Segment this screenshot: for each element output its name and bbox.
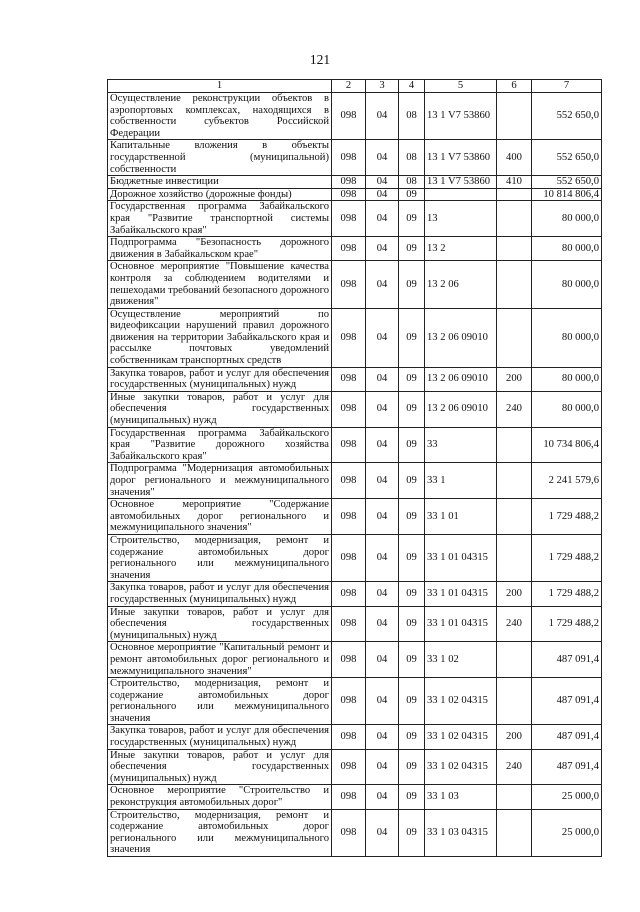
table-row — [108, 176, 602, 189]
code-section: 04 — [366, 809, 399, 856]
code-section: 04 — [366, 188, 399, 201]
row-name: Строительство, модернизация, ремонт и содержание автомобильных дорог регионального или межмуниципального значения — [108, 534, 332, 581]
table-row — [108, 463, 602, 499]
row-name: Осуществление реконструкции объектов в аэропортовых комплексах, находящихся в собственности субъектов Российской Федерации — [108, 93, 332, 140]
code-admin: 098 — [332, 534, 366, 581]
code-subsection: 09 — [399, 188, 425, 201]
code-admin: 098 — [332, 237, 366, 261]
code-section: 04 — [366, 463, 399, 499]
code-section: 04 — [366, 427, 399, 463]
row-name: Капитальные вложения в объекты государственной (муниципальной) собственности — [108, 140, 332, 176]
code-subsection: 09 — [399, 463, 425, 499]
header-row — [108, 80, 602, 93]
table-row — [108, 534, 602, 581]
amount: 80 000,0 — [532, 201, 602, 237]
row-name: Основное мероприятие "Содержание автомобильных дорог регионального и межмуниципального значения" — [108, 499, 332, 535]
code-section: 04 — [366, 749, 399, 785]
code-target: 33 1 02 04315 — [425, 725, 497, 749]
amount: 80 000,0 — [532, 391, 602, 427]
code-expense-type — [497, 261, 532, 308]
row-name: Основное мероприятие "Строительство и реконструкция автомобильных дорог" — [108, 785, 332, 809]
code-section: 04 — [366, 642, 399, 678]
code-target: 13 2 06 — [425, 261, 497, 308]
code-subsection: 09 — [399, 427, 425, 463]
code-expense-type — [497, 427, 532, 463]
code-section: 04 — [366, 176, 399, 189]
code-expense-type: 240 — [497, 749, 532, 785]
row-name: Иные закупки товаров, работ и услуг для обеспечения государственных (муниципальных) нужд — [108, 391, 332, 427]
code-admin: 098 — [332, 606, 366, 642]
code-expense-type — [497, 809, 532, 856]
code-target: 13 2 — [425, 237, 497, 261]
amount: 80 000,0 — [532, 237, 602, 261]
row-name: Иные закупки товаров, работ и услуг для обеспечения государственных (муниципальных) нужд — [108, 606, 332, 642]
amount: 80 000,0 — [532, 261, 602, 308]
code-expense-type — [497, 785, 532, 809]
amount: 1 729 488,2 — [532, 499, 602, 535]
row-name: Иные закупки товаров, работ и услуг для обеспечения государственных (муниципальных) нужд — [108, 749, 332, 785]
table-row — [108, 427, 602, 463]
code-admin: 098 — [332, 725, 366, 749]
code-section: 04 — [366, 308, 399, 367]
code-expense-type: 240 — [497, 606, 532, 642]
amount: 552 650,0 — [532, 93, 602, 140]
table-row — [108, 725, 602, 749]
code-subsection: 09 — [399, 642, 425, 678]
table-row — [108, 785, 602, 809]
table-row — [108, 201, 602, 237]
code-target: 33 1 01 04315 — [425, 582, 497, 606]
code-section: 04 — [366, 140, 399, 176]
amount: 552 650,0 — [532, 176, 602, 189]
table-row — [108, 749, 602, 785]
code-section: 04 — [366, 237, 399, 261]
code-target: 33 1 03 — [425, 785, 497, 809]
code-admin: 098 — [332, 201, 366, 237]
code-admin: 098 — [332, 391, 366, 427]
row-name: Закупка товаров, работ и услуг для обеспечения государственных (муниципальных) нужд — [108, 725, 332, 749]
code-target: 33 1 02 04315 — [425, 749, 497, 785]
amount: 10 814 806,4 — [532, 188, 602, 201]
code-admin: 098 — [332, 261, 366, 308]
code-subsection: 09 — [399, 606, 425, 642]
row-name: Осуществление мероприятий по видеофиксации нарушений правил дорожного движения на территории Забайкальского края и рассылке почтовых уведомлений собственникам транспортных средств — [108, 308, 332, 367]
amount: 487 091,4 — [532, 642, 602, 678]
code-subsection: 09 — [399, 367, 425, 391]
code-target — [425, 188, 497, 201]
code-subsection: 08 — [399, 140, 425, 176]
row-name: Закупка товаров, работ и услуг для обеспечения государственных (муниципальных) нужд — [108, 582, 332, 606]
code-subsection: 09 — [399, 725, 425, 749]
code-expense-type — [497, 499, 532, 535]
code-admin: 098 — [332, 140, 366, 176]
row-name: Государственная программа Забайкальского края "Развитие транспортной системы Забайкальского края" — [108, 201, 332, 237]
code-subsection: 09 — [399, 809, 425, 856]
code-subsection: 09 — [399, 534, 425, 581]
table-row — [108, 93, 602, 140]
code-target: 33 1 — [425, 463, 497, 499]
code-admin: 098 — [332, 785, 366, 809]
code-section: 04 — [366, 201, 399, 237]
code-admin: 098 — [332, 367, 366, 391]
code-expense-type — [497, 93, 532, 140]
code-expense-type — [497, 678, 532, 725]
row-name: Государственная программа Забайкальского края "Развитие дорожного хозяйства Забайкальского края" — [108, 427, 332, 463]
code-expense-type — [497, 237, 532, 261]
code-admin: 098 — [332, 427, 366, 463]
code-subsection: 09 — [399, 391, 425, 427]
code-admin: 098 — [332, 678, 366, 725]
code-subsection: 09 — [399, 785, 425, 809]
table-row — [108, 367, 602, 391]
code-target: 33 1 01 04315 — [425, 534, 497, 581]
col-header: 7 — [532, 80, 602, 93]
code-expense-type — [497, 201, 532, 237]
amount: 25 000,0 — [532, 785, 602, 809]
code-subsection: 09 — [399, 749, 425, 785]
col-header: 2 — [332, 80, 366, 93]
table-row — [108, 582, 602, 606]
code-section: 04 — [366, 725, 399, 749]
code-expense-type: 200 — [497, 725, 532, 749]
code-target: 13 2 06 09010 — [425, 308, 497, 367]
code-expense-type: 200 — [497, 367, 532, 391]
code-subsection: 08 — [399, 176, 425, 189]
code-admin: 098 — [332, 176, 366, 189]
code-section: 04 — [366, 93, 399, 140]
row-name: Основное мероприятие "Повышение качества контроля за соблюдением водителями и пешеходами требований безопасного дорожного движения" — [108, 261, 332, 308]
code-expense-type — [497, 463, 532, 499]
code-target: 13 1 V7 53860 — [425, 140, 497, 176]
code-subsection: 09 — [399, 678, 425, 725]
code-section: 04 — [366, 785, 399, 809]
amount: 2 241 579,6 — [532, 463, 602, 499]
row-name: Подпрограмма "Безопасность дорожного движения в Забайкальском крае" — [108, 237, 332, 261]
table-body — [108, 93, 602, 857]
col-header: 1 — [108, 80, 332, 93]
code-target: 13 1 V7 53860 — [425, 93, 497, 140]
amount: 487 091,4 — [532, 749, 602, 785]
table-row — [108, 140, 602, 176]
code-target: 33 1 02 04315 — [425, 678, 497, 725]
code-subsection: 09 — [399, 237, 425, 261]
code-admin: 098 — [332, 749, 366, 785]
code-admin: 098 — [332, 308, 366, 367]
code-expense-type — [497, 308, 532, 367]
code-admin: 098 — [332, 463, 366, 499]
code-admin: 098 — [332, 188, 366, 201]
code-subsection: 09 — [399, 261, 425, 308]
code-section: 04 — [366, 367, 399, 391]
code-section: 04 — [366, 534, 399, 581]
code-section: 04 — [366, 391, 399, 427]
table-row — [108, 809, 602, 856]
amount: 487 091,4 — [532, 725, 602, 749]
code-expense-type: 400 — [497, 140, 532, 176]
amount: 1 729 488,2 — [532, 534, 602, 581]
col-header: 3 — [366, 80, 399, 93]
table-row — [108, 261, 602, 308]
code-expense-type — [497, 642, 532, 678]
code-admin: 098 — [332, 642, 366, 678]
table-row — [108, 499, 602, 535]
row-name: Закупка товаров, работ и услуг для обеспечения государственных (муниципальных) нужд — [108, 367, 332, 391]
code-expense-type: 240 — [497, 391, 532, 427]
code-target: 13 2 06 09010 — [425, 367, 497, 391]
row-name: Бюджетные инвестиции — [108, 176, 332, 189]
code-section: 04 — [366, 582, 399, 606]
table-row — [108, 188, 602, 201]
table-row — [108, 308, 602, 367]
row-name: Строительство, модернизация, ремонт и содержание автомобильных дорог регионального или межмуниципального значения — [108, 809, 332, 856]
row-name: Основное мероприятие "Капитальный ремонт и ремонт автомобильных дорог регионального и межмуниципального значения" — [108, 642, 332, 678]
code-target: 33 1 02 — [425, 642, 497, 678]
code-target: 33 1 01 — [425, 499, 497, 535]
code-section: 04 — [366, 261, 399, 308]
col-header: 5 — [425, 80, 497, 93]
code-subsection: 09 — [399, 582, 425, 606]
amount: 10 734 806,4 — [532, 427, 602, 463]
code-expense-type — [497, 534, 532, 581]
code-section: 04 — [366, 678, 399, 725]
code-admin: 098 — [332, 582, 366, 606]
table-row — [108, 678, 602, 725]
code-subsection: 09 — [399, 201, 425, 237]
code-admin: 098 — [332, 499, 366, 535]
code-target: 33 1 01 04315 — [425, 606, 497, 642]
row-name: Дорожное хозяйство (дорожные фонды) — [108, 188, 332, 201]
code-expense-type: 200 — [497, 582, 532, 606]
budget-table — [107, 79, 602, 857]
amount: 80 000,0 — [532, 367, 602, 391]
row-name: Подпрограмма "Модернизация автомобильных дорог регионального и межмуниципального значения" — [108, 463, 332, 499]
code-admin: 098 — [332, 93, 366, 140]
amount: 552 650,0 — [532, 140, 602, 176]
amount: 1 729 488,2 — [532, 582, 602, 606]
code-target: 13 — [425, 201, 497, 237]
col-header: 4 — [399, 80, 425, 93]
code-section: 04 — [366, 606, 399, 642]
code-expense-type: 410 — [497, 176, 532, 189]
table-row — [108, 391, 602, 427]
amount: 80 000,0 — [532, 308, 602, 367]
page-number: 121 — [309, 52, 331, 67]
amount: 1 729 488,2 — [532, 606, 602, 642]
code-subsection: 08 — [399, 93, 425, 140]
table-row — [108, 606, 602, 642]
code-expense-type — [497, 188, 532, 201]
code-target: 33 — [425, 427, 497, 463]
code-subsection: 09 — [399, 499, 425, 535]
amount: 487 091,4 — [532, 678, 602, 725]
code-subsection: 09 — [399, 308, 425, 367]
code-target: 13 2 06 09010 — [425, 391, 497, 427]
table-row — [108, 642, 602, 678]
code-target: 13 1 V7 53860 — [425, 176, 497, 189]
code-section: 04 — [366, 499, 399, 535]
amount: 25 000,0 — [532, 809, 602, 856]
table-row — [108, 237, 602, 261]
col-header: 6 — [497, 80, 532, 93]
row-name: Строительство, модернизация, ремонт и содержание автомобильных дорог регионального или межмуниципального значения — [108, 678, 332, 725]
code-admin: 098 — [332, 809, 366, 856]
code-target: 33 1 03 04315 — [425, 809, 497, 856]
